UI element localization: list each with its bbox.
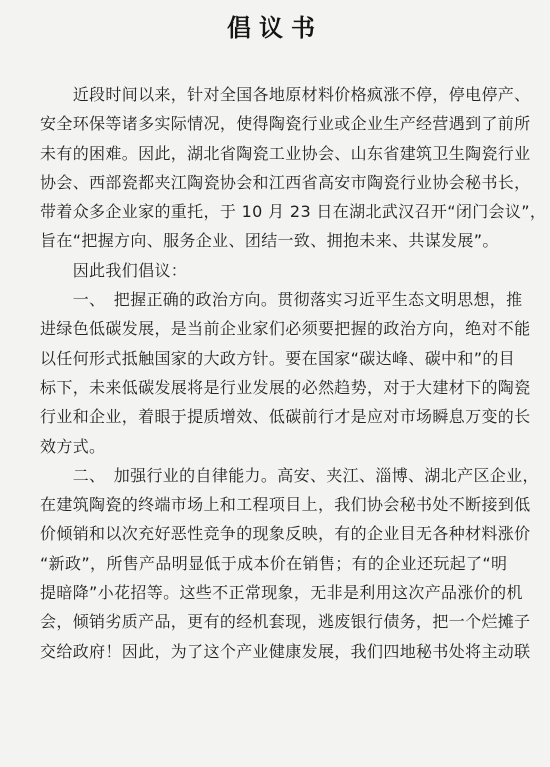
text-line: 未有的困难。因此，湖北省陶瓷工业协会、山东省建筑卫生陶瓷行业 <box>40 143 531 163</box>
text-line: 效方式。 <box>40 436 106 456</box>
text-line: 旨在“把握方向、服务企业、团结一致、拥抱未来、共谋发展”。 <box>40 231 499 251</box>
text-line: 价倾销和以次充好恶性竞争的现象反映，有的企业目无各种材料涨价 <box>40 524 531 544</box>
text-line: “新政”，所售产品明显低于成本价在销售；有的企业还玩起了“明 <box>40 553 508 573</box>
document-body <box>40 80 547 666</box>
text-line: 因此我们倡议： <box>40 260 188 280</box>
text-line: 进绿色低碳发展，是当前企业家们必须要把握的政治方向，绝对不能 <box>40 319 531 339</box>
document-title: 倡议书 <box>227 13 323 42</box>
text-line: 在建筑陶瓷的终端市场上和工程项目上，我们协会秘书处不断接到低 <box>40 495 531 515</box>
text-line: 安全环保等诸多实际情况，使得陶瓷行业或企业生产经营遇到了前所 <box>40 114 531 134</box>
text-line: 带着众多企业家的重托，于 10 月 23 日在湖北武汉召开“闭门会议”， <box>40 202 547 222</box>
text-line: 近段时间以来，针对全国各地原材料价格疯涨不停，停电停产、 <box>40 85 531 104</box>
text-line: 协会、西部瓷都夹江陶瓷协会和江西省高安市陶瓷行业协会秘书长， <box>40 172 531 192</box>
text-line: 一、 把握正确的政治方向。贯彻落实习近平生态文明思想，推 <box>40 290 523 310</box>
text-line: 行业和企业，着眼于提质增效、低碳前行才是应对市场瞬息万变的长 <box>40 407 531 427</box>
text-line: 提暗降”小花招等。这些不正常现象，无非是利用这次产品涨价的机 <box>40 583 523 603</box>
text-line: 会，倾销劣质产品，更有的经机套现，逃废银行债务，把一个烂摊子 <box>40 612 531 632</box>
text-line: 标下，未来低碳发展将是行业发展的必然趋势，对于大建材下的陶瓷 <box>40 377 531 397</box>
text-line: 以任何形式抵触国家的大政方针。要在国家“碳达峰、碳中和”的目 <box>40 348 516 368</box>
text-line: 交给政府！因此，为了这个产业健康发展，我们四地秘书处将主动联 <box>40 641 531 661</box>
text-line: 二、 加强行业的自律能力。高安、夹江、淄博、湖北产区企业， <box>40 465 539 485</box>
